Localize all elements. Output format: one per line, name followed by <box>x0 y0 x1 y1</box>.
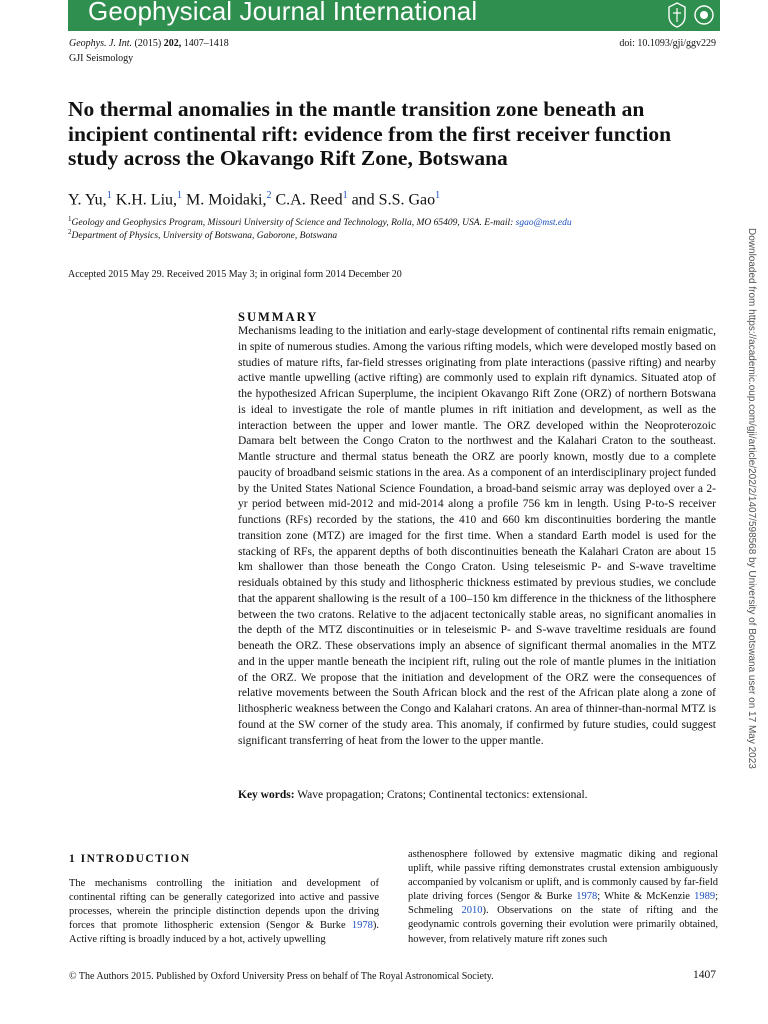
intro-text: ; Schmeling <box>408 891 718 917</box>
author-name: C.A. Reed <box>275 191 343 209</box>
citation-link[interactable]: 2010 <box>461 905 483 917</box>
intro-text: ). Observations on the state of rifting and the geodynamic controls governing their evolution were primarily obtained, however, from relatively mature rift zones such <box>408 905 718 945</box>
author-name: and S.S. Gao <box>351 191 436 209</box>
keywords-label: Key words: <box>238 789 295 801</box>
citation-link[interactable]: 1989 <box>694 891 716 903</box>
download-watermark <box>743 228 757 798</box>
journal-banner <box>68 0 720 31</box>
affiliation-mark: 1 <box>68 215 72 223</box>
intro-text: asthenosphere followed by extensive magmatic diking and regional uplift, while passive rifting demonstrates crustal extension ambiguously accompanied by volcanism or uplift, and is commonly caused by far-field plate driving forces (Sengor & Burke <box>408 849 718 903</box>
citation-link[interactable]: 1978 <box>576 891 598 903</box>
author-email-link[interactable]: sgao@mst.edu <box>515 218 572 229</box>
citation-year: (2015) <box>134 38 162 49</box>
citation-journal: Geophys. J. Int. <box>69 38 133 49</box>
author-name: K.H. Liu, <box>115 191 178 209</box>
author-name: M. Moidaki, <box>186 191 267 209</box>
affiliation-1 <box>68 215 572 228</box>
copyright-notice: © The Authors 2015. Published by Oxford University Press on behalf of The Royal Astronomical Society. <box>69 971 494 982</box>
author-affiliation-mark[interactable]: 1 <box>106 190 112 201</box>
intro-text: ; White & McKenzie <box>597 891 695 903</box>
doi-link[interactable]: doi: 10.1093/gji/ggv229 <box>619 38 716 49</box>
society-crest-icon <box>666 1 688 29</box>
affiliation-text: Geology and Geophysics Program, Missouri University of Science and Technology, Rolla, MO 65409, USA. E-mail: <box>71 218 516 229</box>
summary-heading: SUMMARY <box>238 310 319 324</box>
author-list <box>68 190 440 209</box>
citation-volume: 202, <box>163 38 182 49</box>
intro-text: ). Active rifting is broadly induced by a hot, actively upwelling <box>69 920 379 946</box>
accepted-dates: Accepted 2015 May 29. Received 2015 May 3; in original form 2014 December 20 <box>68 269 402 280</box>
page-number: 1407 <box>693 969 716 981</box>
summary-text: Mechanisms leading to the initiation and early-stage development of continental rifts remain enigmatic, in spite of numerous studies. Among the various rifting models, which were developed mostly based on studies of mature rifts, far-field stresses originating from plate interactions (passive rifting) and nearby active mantle upwelling (active rifting) are commonly used to explain rift dynamics. Situated atop of the hypothesized African Superplume, the incipient Okavango Rift Zone (ORZ) of northern Botswana is ideal to investigate the role of mantle plumes in rift initiation and development, as well as the interaction between the upper and lower mantle. The ORZ developed within the Neoproterozoic Damara belt between the Congo Craton to the northwest and the Kalahari Craton to the southeast. Mantle structure and thermal status beneath the ORZ are poorly known, mostly due to a complete paucity of broadband seismic stations in the area. As a component of an interdisciplinary project funded by the United States National Science Foundation, a broad-band seismic array was deployed over a 2-yr period between mid-2012 and mid-2014 along a profile 756 km in length. Using P-to-S receiver functions (RFs) recorded by the stations, the 410 and 660 km discontinuities bordering the mantle transition zone (MTZ) are imaged for the first time. When a standard Earth model is used for the stacking of RFs, the apparent depths of both discontinuities beneath the Kalahari Craton are about 15 km shallower than those beneath the Congo Craton. Using teleseismic P- and S-wave traveltime residuals obtained by this study and lithospheric thickness estimated by previous studies, we conclude that the apparent shallowing is the result of a 100–150 km difference in the thickness of the lithosphere between the two cratons. Relative to the adjacent tectonically stable areas, no significant anomalies in the depth of the MTZ discontinuities or in teleseismic P- and S-wave traveltime residuals are found beneath the ORZ. These observations imply an absence of significant thermal anomalies in the MTZ and in the upper mantle beneath the incipient rift, ruling out the role of mantle plumes in the initiation of the ORZ. We propose that the initiation and development of the ORZ were the consequences of relative movements between the South African block and the rest of the African plate along a zone of lithospheric weakness between the Congo and Kalahari cratons. An area of thinner-than-normal MTZ is found at the SW corner of the study area. This anomaly, if confirmed by future studies, could suggest significant transferring of heat from the lower to the upper mantle. <box>238 325 716 747</box>
author-affiliation-mark[interactable]: 1 <box>435 190 441 201</box>
introduction-right-column <box>408 848 718 947</box>
citation-pages: 1407–1418 <box>183 38 229 49</box>
citation-line <box>69 38 229 49</box>
introduction-heading: 1 INTRODUCTION <box>69 853 191 865</box>
journal-name: Geophysical Journal International <box>88 0 478 26</box>
intro-text: The mechanisms controlling the initiation and development of continental rifting can be generally categorized into active and passive processes, wherein the principle distinction depends upon the driving forces that promote lithospheric extension (Sengor & Burke <box>69 878 379 932</box>
keywords <box>238 789 588 801</box>
author-affiliation-mark[interactable]: 1 <box>342 190 348 201</box>
watermark-text[interactable]: Downloaded from https://academic.oup.com/gji/article/202/2/1407/598568 by University of Botswana user on 17 May 2023 <box>746 228 757 769</box>
citation-link[interactable]: 1978 <box>351 920 373 932</box>
author-affiliation-mark[interactable]: 2 <box>266 190 272 201</box>
article-title: No thermal anomalies in the mantle transition zone beneath an incipient continental rift: evidence from the first receiver function study across the Okavango Rift Zone, Botswana <box>68 97 672 170</box>
journal-section: GJI Seismology <box>69 53 134 64</box>
keywords-text: Wave propagation; Cratons; Continental tectonics: extensional. <box>297 789 588 801</box>
affiliation-text: Department of Physics, University of Botswana, Gaborone, Botswana <box>71 231 338 242</box>
author-name: Y. Yu, <box>68 191 107 209</box>
publisher-emblem-icon <box>693 1 715 29</box>
affiliation-mark: 2 <box>68 228 72 236</box>
author-affiliation-mark[interactable]: 1 <box>177 190 183 201</box>
affiliation-2 <box>68 228 337 241</box>
introduction-left-column <box>69 877 379 947</box>
